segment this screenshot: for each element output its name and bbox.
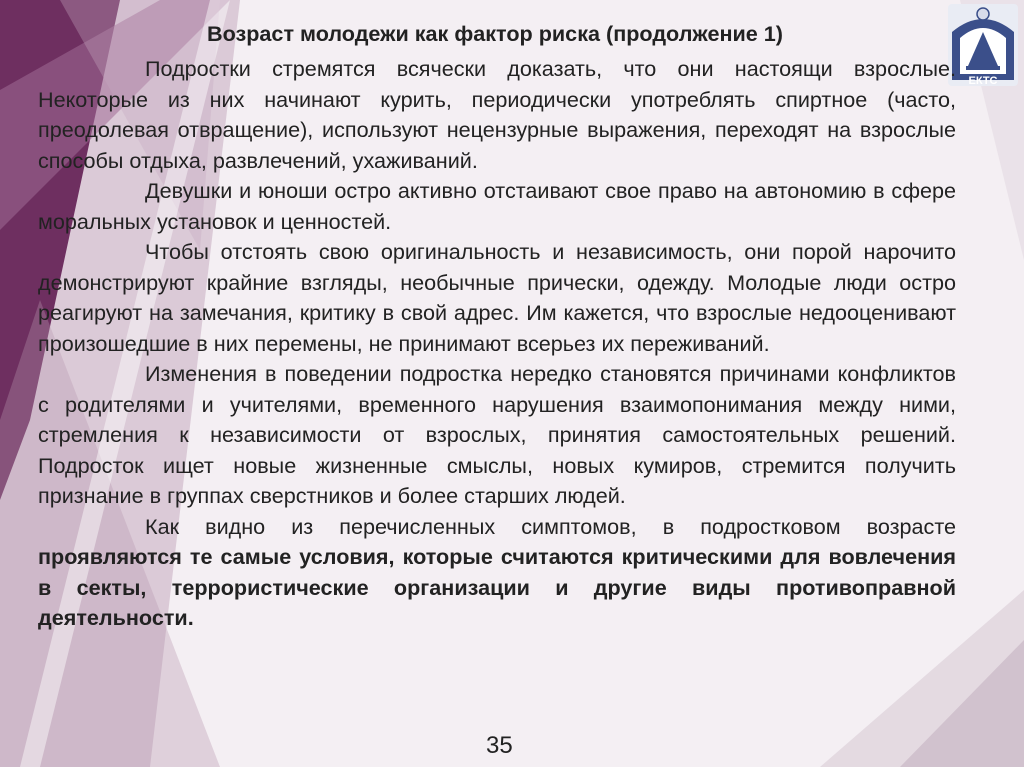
paragraph-1: Подростки стремятся всячески доказать, что они настоящи взрослые. Некоторые из них начинают курить, периодически употреблять спиртное (часто, преодолевая отвращение), используют нецензурные выражения, переходят на взрослые способы отдыха, развлечений, ухаживаний.: [38, 56, 956, 173]
svg-text:ЕКТС: ЕКТС: [968, 75, 998, 87]
paragraph-5: [38, 512, 956, 634]
ekts-logo: [946, 2, 1020, 88]
paragraph-3: Чтобы отстоять свою оригинальность и независимость, они порой нарочито демонстрируют крайние взгляды, необычные прически, одежду. Молодые люди остро реагируют на замечания, критику в свой адрес. Им кажется, что взрослые недооценивают произошедшие в них перемены, не принимают всерьез их переживаний.: [38, 239, 956, 356]
paragraph-5-intro: Как видно из перечисленных симптомов, в подростковом возрасте: [145, 513, 956, 539]
paragraph-5-bold: проявляются те самые условия, которые считаются критическими для вовлечения в секты, террористические организации и другие виды противоправной деятельности.: [38, 544, 956, 630]
paragraph-4: Изменения в поведении подростка нередко становятся причинами конфликтов с родителями и учителями, временного нарушения взаимопонимания между ними, стремления к независимости от взрослых, принятия самостоятельных решений. Подросток ищет новые жизненные смыслы, новых кумиров, стремится получить признание в группах сверстников и более старших людей.: [38, 361, 956, 508]
paragraph-2: Девушки и юноши остро активно отстаивают свое право на автономию в сфере моральных установок и ценностей.: [38, 178, 956, 234]
slide-content: [38, 16, 956, 634]
slide-title: Возраст молодежи как фактор риска (продолжение 1): [207, 21, 783, 46]
page-number: 35: [486, 732, 513, 759]
